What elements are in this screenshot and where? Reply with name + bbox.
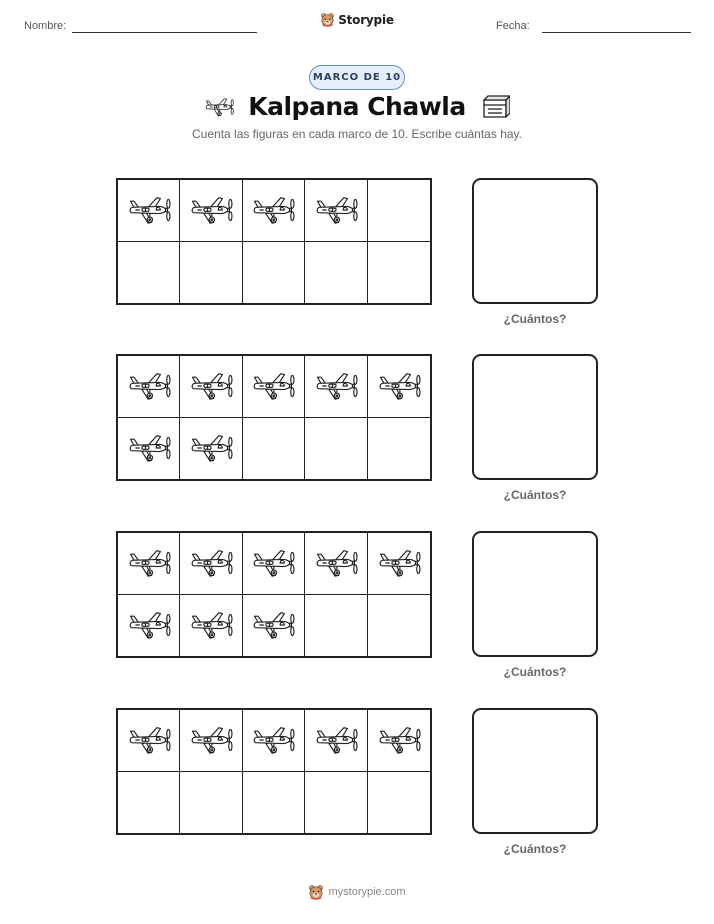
frame-cell bbox=[118, 533, 180, 595]
frame-cell bbox=[305, 595, 367, 657]
frame-cell bbox=[305, 710, 367, 772]
frame-cell bbox=[368, 772, 430, 834]
frame-cell bbox=[305, 242, 367, 304]
airplane-icon bbox=[251, 547, 295, 579]
frame-cell bbox=[180, 595, 242, 657]
ten-frame bbox=[116, 708, 432, 835]
ten-frame bbox=[116, 531, 432, 658]
airplane-icon bbox=[314, 724, 358, 756]
airplane-icon bbox=[377, 724, 421, 756]
airplane-icon bbox=[251, 370, 295, 402]
instructions: Cuenta las figuras en cada marco de 10. Escribe cuántas hay. bbox=[192, 127, 522, 141]
airplane-icon bbox=[189, 370, 233, 402]
airplane-icon bbox=[251, 194, 295, 226]
worksheet-type-badge: MARCO DE 10 bbox=[309, 65, 405, 90]
ten-frame bbox=[116, 354, 432, 481]
airplane-icon bbox=[204, 96, 234, 118]
airplane-icon bbox=[189, 724, 233, 756]
title-row bbox=[0, 92, 714, 121]
airplane-icon bbox=[377, 547, 421, 579]
airplane-icon bbox=[127, 370, 171, 402]
frame-cell bbox=[118, 180, 180, 242]
frame-cell bbox=[368, 533, 430, 595]
airplane-icon bbox=[251, 609, 295, 641]
airplane-icon bbox=[127, 432, 171, 464]
bear-mascot-icon bbox=[308, 884, 324, 900]
mission-box-icon bbox=[480, 94, 510, 120]
airplane-icon bbox=[251, 724, 295, 756]
frame-cell bbox=[368, 242, 430, 304]
frame-cell bbox=[180, 533, 242, 595]
frame-cell bbox=[118, 418, 180, 480]
frame-cell bbox=[305, 772, 367, 834]
frame-cell bbox=[305, 418, 367, 480]
frame-cell bbox=[368, 180, 430, 242]
frame-cell bbox=[243, 710, 305, 772]
airplane-icon bbox=[127, 547, 171, 579]
footer-url: mystorypie.com bbox=[328, 886, 406, 898]
footer bbox=[0, 884, 714, 900]
frame-cell bbox=[305, 356, 367, 418]
brand-name: Storypie bbox=[338, 12, 394, 27]
frame-cell bbox=[243, 418, 305, 480]
frame-cell bbox=[180, 242, 242, 304]
airplane-icon bbox=[189, 432, 233, 464]
airplane-icon bbox=[377, 370, 421, 402]
answer-box[interactable] bbox=[472, 708, 598, 834]
date-label: Fecha: bbox=[496, 20, 530, 32]
frame-cell bbox=[243, 242, 305, 304]
answer-label: ¿Cuántos? bbox=[503, 665, 567, 679]
brand-logo bbox=[0, 12, 714, 27]
airplane-icon bbox=[127, 724, 171, 756]
date-line[interactable] bbox=[542, 32, 691, 33]
answer-label: ¿Cuántos? bbox=[503, 842, 567, 856]
frame-cell bbox=[180, 710, 242, 772]
airplane-icon bbox=[127, 194, 171, 226]
frame-cell bbox=[118, 772, 180, 834]
name-line[interactable] bbox=[72, 32, 257, 33]
name-label: Nombre: bbox=[24, 20, 67, 32]
airplane-icon bbox=[314, 194, 358, 226]
answer-box[interactable] bbox=[472, 531, 598, 657]
frame-cell bbox=[118, 595, 180, 657]
frame-cell bbox=[243, 533, 305, 595]
frame-cell bbox=[243, 772, 305, 834]
frame-cell bbox=[180, 356, 242, 418]
frame-cell bbox=[368, 356, 430, 418]
answer-label: ¿Cuántos? bbox=[503, 312, 567, 326]
frame-cell bbox=[368, 710, 430, 772]
frame-cell bbox=[305, 533, 367, 595]
frame-cell bbox=[118, 710, 180, 772]
frame-cell bbox=[243, 595, 305, 657]
bear-mascot-icon bbox=[320, 12, 335, 27]
frame-cell bbox=[368, 595, 430, 657]
frame-cell bbox=[118, 356, 180, 418]
frame-cell bbox=[305, 180, 367, 242]
airplane-icon bbox=[127, 609, 171, 641]
frame-cell bbox=[243, 180, 305, 242]
answer-label: ¿Cuántos? bbox=[503, 488, 567, 502]
frame-cell bbox=[243, 356, 305, 418]
answer-box[interactable] bbox=[472, 178, 598, 304]
airplane-icon bbox=[314, 547, 358, 579]
airplane-icon bbox=[189, 194, 233, 226]
airplane-icon bbox=[189, 547, 233, 579]
airplane-icon bbox=[189, 609, 233, 641]
airplane-icon bbox=[314, 370, 358, 402]
frame-cell bbox=[118, 242, 180, 304]
frame-cell bbox=[180, 772, 242, 834]
frame-cell bbox=[368, 418, 430, 480]
ten-frame bbox=[116, 178, 432, 305]
answer-box[interactable] bbox=[472, 354, 598, 480]
frame-cell bbox=[180, 180, 242, 242]
page-title: Kalpana Chawla bbox=[248, 92, 466, 121]
frame-cell bbox=[180, 418, 242, 480]
